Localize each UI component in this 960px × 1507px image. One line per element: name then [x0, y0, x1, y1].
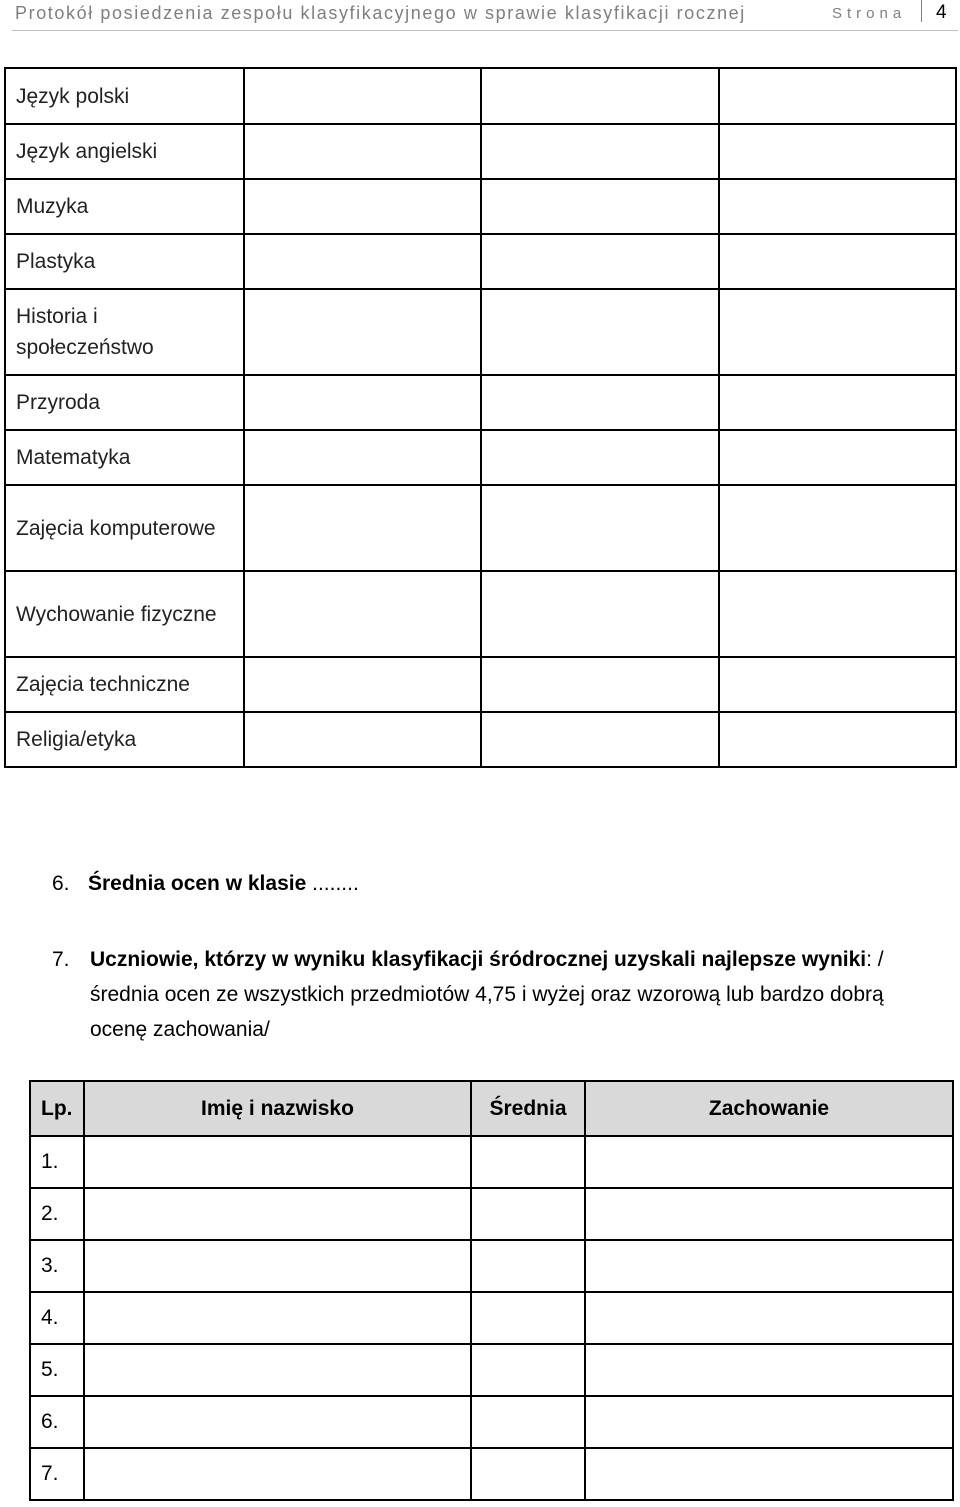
grade-cell[interactable]: [481, 124, 718, 179]
grade-cell[interactable]: [481, 712, 718, 767]
grade-cell[interactable]: [481, 485, 718, 571]
student-name-cell[interactable]: [84, 1448, 471, 1500]
table-row: [5, 571, 956, 657]
best-students-heading: [52, 942, 912, 1047]
table-row: [30, 1292, 953, 1344]
grade-cell[interactable]: [244, 657, 481, 712]
table-row: [5, 124, 956, 179]
best-students-criteria: : /średnia ocen ze wszystkich przedmiotów 4,75 i wyżej oraz wzorową lub bardzo dobrą ocenę zachowania/: [90, 948, 884, 1041]
student-name-cell[interactable]: [84, 1136, 471, 1188]
subjects-table: [4, 67, 957, 768]
row-number: 1.: [30, 1136, 84, 1188]
grade-cell[interactable]: [481, 571, 718, 657]
student-name-cell[interactable]: [84, 1292, 471, 1344]
grade-cell[interactable]: [481, 430, 718, 485]
behavior-cell[interactable]: [585, 1292, 953, 1344]
student-name-cell[interactable]: [84, 1344, 471, 1396]
subject-name: Historia i społeczeństwo: [5, 289, 244, 375]
grade-cell[interactable]: [244, 571, 481, 657]
subject-name: Zajęcia komputerowe: [5, 485, 244, 571]
page-header: [0, 0, 960, 30]
student-name-cell[interactable]: [84, 1240, 471, 1292]
subject-name: Matematyka: [5, 430, 244, 485]
student-name-cell[interactable]: [84, 1396, 471, 1448]
header-page-label: Strona: [832, 5, 907, 22]
grade-cell[interactable]: [719, 124, 956, 179]
grade-cell[interactable]: [481, 68, 718, 124]
grade-cell[interactable]: [719, 657, 956, 712]
table-row: [5, 430, 956, 485]
grade-cell[interactable]: [244, 179, 481, 234]
grade-cell[interactable]: [481, 179, 718, 234]
row-number: 2.: [30, 1188, 84, 1240]
grade-cell[interactable]: [481, 234, 718, 289]
table-row: [30, 1136, 953, 1188]
grade-cell[interactable]: [719, 430, 956, 485]
table-row: [5, 68, 956, 124]
average-cell[interactable]: [471, 1136, 585, 1188]
table-row: [5, 375, 956, 430]
subject-name: Zajęcia techniczne: [5, 657, 244, 712]
column-header-name: Imię i nazwisko: [84, 1081, 471, 1136]
column-header-average: Średnia: [471, 1081, 585, 1136]
average-cell[interactable]: [471, 1396, 585, 1448]
row-number: 3.: [30, 1240, 84, 1292]
table-row: [5, 234, 956, 289]
column-header-lp: Lp.: [30, 1081, 84, 1136]
average-cell[interactable]: [471, 1240, 585, 1292]
subject-name: Język polski: [5, 68, 244, 124]
table-header-row: [30, 1081, 953, 1136]
grade-cell[interactable]: [481, 289, 718, 375]
table-row: [5, 485, 956, 571]
row-number: 7.: [30, 1448, 84, 1500]
column-header-behavior: Zachowanie: [585, 1081, 953, 1136]
item-number: 7.: [52, 948, 70, 971]
grade-cell[interactable]: [719, 68, 956, 124]
behavior-cell[interactable]: [585, 1240, 953, 1292]
table-row: [30, 1188, 953, 1240]
subject-name: Religia/etyka: [5, 712, 244, 767]
table-row: [5, 289, 956, 375]
behavior-cell[interactable]: [585, 1188, 953, 1240]
header-page-number: 4: [936, 2, 947, 23]
behavior-cell[interactable]: [585, 1396, 953, 1448]
student-name-cell[interactable]: [84, 1188, 471, 1240]
subject-name: Wychowanie fizyczne: [5, 571, 244, 657]
row-number: 5.: [30, 1344, 84, 1396]
subject-name: Muzyka: [5, 179, 244, 234]
table-row: [30, 1448, 953, 1500]
grade-cell[interactable]: [719, 289, 956, 375]
row-number: 4.: [30, 1292, 84, 1344]
subject-name: Przyroda: [5, 375, 244, 430]
class-average-label: Średnia ocen w klasie: [88, 872, 307, 895]
grade-cell[interactable]: [244, 289, 481, 375]
best-students-table: [29, 1080, 954, 1501]
header-title: Protokół posiedzenia zespołu klasyfikacyjnego w sprawie klasyfikacji rocznej: [15, 3, 746, 23]
table-row: [5, 657, 956, 712]
row-number: 6.: [30, 1396, 84, 1448]
average-cell[interactable]: [471, 1448, 585, 1500]
table-row: [30, 1240, 953, 1292]
grade-cell[interactable]: [719, 712, 956, 767]
grade-cell[interactable]: [244, 68, 481, 124]
grade-cell[interactable]: [244, 375, 481, 430]
subject-name: Język angielski: [5, 124, 244, 179]
grade-cell[interactable]: [481, 657, 718, 712]
subject-name: Plastyka: [5, 234, 244, 289]
average-cell[interactable]: [471, 1188, 585, 1240]
grade-cell[interactable]: [244, 124, 481, 179]
grade-cell[interactable]: [244, 234, 481, 289]
grade-cell[interactable]: [719, 485, 956, 571]
class-average-field[interactable]: ........: [312, 872, 359, 895]
grade-cell[interactable]: [719, 234, 956, 289]
table-row: [30, 1396, 953, 1448]
table-row: [5, 179, 956, 234]
grade-cell[interactable]: [244, 712, 481, 767]
class-average-line: [52, 872, 359, 896]
header-rule: [12, 30, 958, 31]
behavior-cell[interactable]: [585, 1448, 953, 1500]
table-row: [30, 1344, 953, 1396]
best-students-title: Uczniowie, którzy w wyniku klasyfikacji śródrocznej uzyskali najlepsze wyniki: [90, 948, 867, 971]
behavior-cell[interactable]: [585, 1136, 953, 1188]
table-row: [5, 712, 956, 767]
average-cell[interactable]: [471, 1344, 585, 1396]
grade-cell[interactable]: [481, 375, 718, 430]
header-divider: [921, 0, 922, 22]
item-number: 6.: [52, 872, 70, 895]
grade-cell[interactable]: [719, 179, 956, 234]
average-cell[interactable]: [471, 1292, 585, 1344]
grade-cell[interactable]: [244, 430, 481, 485]
grade-cell[interactable]: [719, 571, 956, 657]
behavior-cell[interactable]: [585, 1344, 953, 1396]
grade-cell[interactable]: [244, 485, 481, 571]
grade-cell[interactable]: [719, 375, 956, 430]
